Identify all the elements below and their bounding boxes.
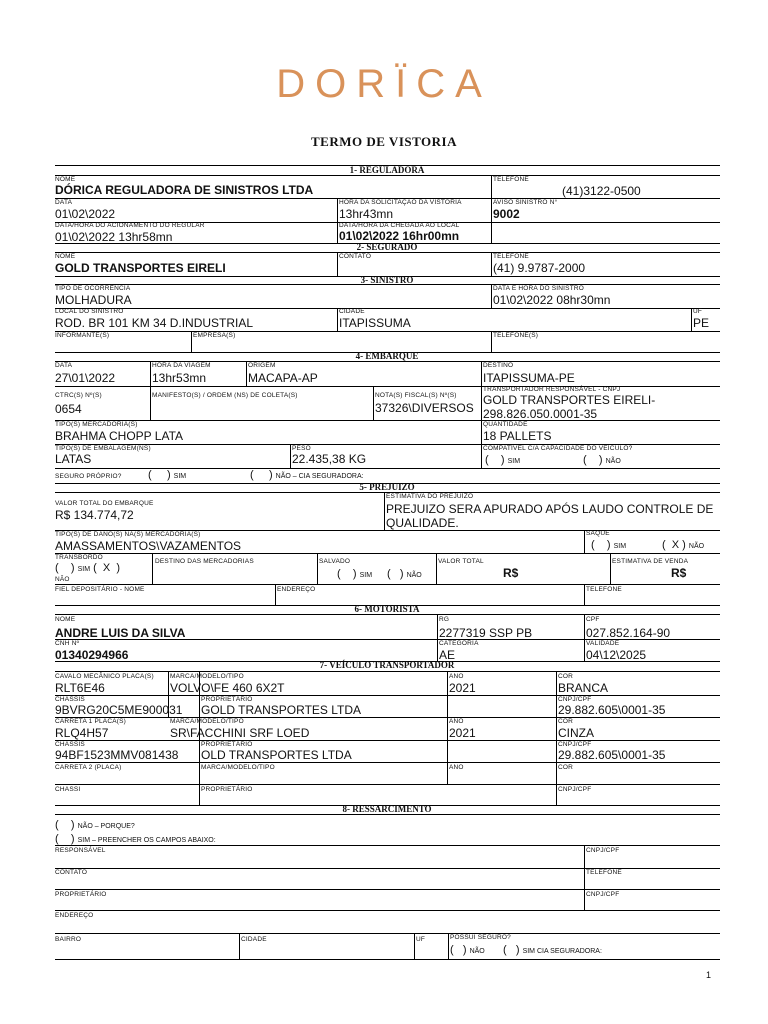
possui-sim-option[interactable]: ( ) SIM CIA SEGURADORA: <box>503 944 602 956</box>
salvado-sim-text: SIM <box>359 572 373 579</box>
estimativa-prejuizo-label: ESTIMATIVA DO PREJUÍZO <box>386 493 474 500</box>
motorista-nome-label: NOME <box>55 616 76 623</box>
quantidade-label: QUANTIDADE <box>483 421 528 428</box>
destino-label: DESTINO <box>483 362 514 369</box>
cidade-label: CIDADE <box>339 308 365 315</box>
sinistro-telefone-label: TELEFONE(S) <box>493 332 539 339</box>
cor-label: COR <box>558 673 574 680</box>
bairro-label: BAIRRO <box>55 936 82 943</box>
marca2-label: MARCA/MODELO/TIPO <box>170 718 244 725</box>
seguro-nao-option[interactable]: ( ) NÃO – CIA SEGURADORA: <box>250 469 364 481</box>
proprietario3-label: PROPRIETÁRIO <box>201 786 253 793</box>
section-veiculo: 7- VEÍCULO TRANSPORTADOR <box>319 660 455 670</box>
reguladora-data-label: DATA <box>55 199 73 206</box>
embarque-data-label: DATA <box>55 362 73 369</box>
ressarc-cnpj2-label: CNPJ/CPF <box>586 891 620 898</box>
marca3-label: MARCA/MODELO/TIPO <box>201 764 275 771</box>
local-sinistro-label: LOCAL DO SINISTRO <box>55 308 124 315</box>
ressarc-uf-label: UF <box>416 936 426 943</box>
informante-label: INFORMANTE(S) <box>55 332 110 339</box>
transbordo-sim-text: SIM <box>77 566 91 573</box>
page-number: 1 <box>706 970 712 980</box>
peso: 22.435,38 KG <box>292 452 367 466</box>
cnpj: 29.882.605\0001-35 <box>558 703 666 717</box>
section-sinistro: 3- SINISTRO <box>360 275 414 285</box>
cor2-label: COR <box>558 718 574 725</box>
nota-fiscal: 37326\DIVERSOS <box>375 401 474 415</box>
cnh: 01340294966 <box>55 648 129 662</box>
empresa-label: EMPRESA(S) <box>193 332 236 339</box>
possui-seguro-label: POSSUI SEGURO? <box>450 934 511 941</box>
ressarc-endereco-label: ENDEREÇO <box>55 912 94 919</box>
cnpj2: 29.882.605\0001-35 <box>558 748 666 762</box>
ressarc-sim-option[interactable]: ( ) SIM – PREENCHER OS CAMPOS ABAIXO: <box>55 833 216 845</box>
mercadoria-label: TIPO(S) MERCADORIA(S) <box>55 421 138 428</box>
proprietario2-label: PROPRIETÁRIO <box>201 741 253 748</box>
estimativa-venda: R$ <box>671 566 687 580</box>
possui-nao-text: NÃO <box>469 948 485 955</box>
transportador-nome: GOLD TRANSPORTES EIRELI- <box>483 393 656 407</box>
peso-label: PESO <box>292 445 311 452</box>
reguladora-telefone: (41)3122-0500 <box>562 184 641 198</box>
possui-sim-text: SIM CIA SEGURADORA: <box>522 948 602 955</box>
chassis-label: CHASSIS <box>55 696 85 703</box>
ano2-label: ANO <box>449 718 464 725</box>
acionamento: 01\02\2022 13hr58mn <box>55 230 173 244</box>
responsavel-label: RESPONSÁVEL <box>55 847 106 854</box>
danos-label: TIPO(S) DE DANO(S) NA(S) MERCADORIA(S) <box>55 531 201 538</box>
carreta1-label: CARRETA 1 PLACA(S) <box>55 718 127 725</box>
validade-label: VALIDADE <box>586 640 620 647</box>
ressarc-divider <box>55 845 720 846</box>
carreta1-placa: RLQ4H57 <box>55 726 109 740</box>
compativel-label: COMPATÍVEL C/A CAPACIDADE DO VEÍCULO? <box>483 445 633 452</box>
aviso-sinistro-label: AVISO SINISTRO N° <box>493 199 558 206</box>
origem-label: ORIGEM <box>248 362 276 369</box>
ctrc-label: CTRC(S) Nº(S) <box>55 392 102 399</box>
valor-total: R$ <box>503 566 519 580</box>
motorista-nome: ANDRE LUIS DA SILVA <box>55 626 186 640</box>
ressarc-nao-option[interactable]: ( ) NÃO – PORQUE? <box>55 819 135 831</box>
fiel-depositario-label: FIEL DEPOSITÁRIO - NOME <box>55 586 145 593</box>
seguro-nao-text: NÃO – CIA SEGURADORA: <box>275 473 364 480</box>
transbordo-label: TRANSBORDO <box>55 554 103 561</box>
transbordo-sim-option[interactable]: ( ) SIM ( X ) <box>55 562 121 574</box>
hora-viagem: 13hr53mn <box>152 371 207 385</box>
salvado-nao-text: NÃO <box>406 572 422 579</box>
section-segurado: 2- SEGURADO <box>356 242 418 252</box>
compativel-sim-option[interactable]: ( ) SIM <box>485 454 521 466</box>
transportador-cnpj: 298.826.050.0001-35 <box>483 407 598 421</box>
embarque-data: 27\01\2022 <box>55 371 116 385</box>
salvado-sim-option[interactable]: ( ) SIM <box>337 568 373 580</box>
proprietario: GOLD TRANSPORTES LTDA <box>201 703 362 717</box>
danos: AMASSAMENTOS\VAZAMENTOS <box>55 539 242 553</box>
ressarc-cidade-label: CIDADE <box>241 936 267 943</box>
acionamento-label: DATA/HORA DO ACIONAMENTO DO REGULAR <box>55 222 205 229</box>
ano: 2021 <box>449 681 476 695</box>
cnpj2-label: CNPJ/CPF <box>558 741 592 748</box>
cpf: 027.852.164-90 <box>586 626 671 640</box>
local-sinistro: ROD. BR 101 KM 34 D.INDUSTRIAL <box>55 316 254 330</box>
origem: MACAPA-AP <box>248 371 318 385</box>
marca: VOLVO\FE 460 6X2T <box>170 681 285 695</box>
chassis2-label: CHASSIS <box>55 741 85 748</box>
ressarc-contato-label: CONTATO <box>55 869 88 876</box>
hora-solicitacao-label: HORA DA SOLICITAÇÃO DA VISTORIA <box>339 199 462 206</box>
embalagem: LATAS <box>55 452 92 466</box>
quantidade: 18 PALLETS <box>483 429 552 443</box>
section-embarque: 4- EMBARQUE <box>355 351 419 361</box>
chassis: 9BVRG20C5ME900031 <box>55 703 183 717</box>
compativel-nao-option[interactable]: ( ) NÃO <box>583 454 621 466</box>
carreta2-label: CARRETA 2 (PLACA) <box>55 764 122 771</box>
section-prejuizo: 5- PREJUIZO <box>359 482 415 492</box>
cor2: CINZA <box>558 726 594 740</box>
estimativa-prejuizo-1: PREJUIZO SERA APURADO APÓS LAUDO CONTROLE DE <box>386 502 714 516</box>
marca2: SR\FACCHINI SRF LOED <box>170 726 310 740</box>
categoria-label: CATEGORIA <box>439 640 479 647</box>
cavalo-label: CAVALO MECÂNICO PLACA(S) <box>55 673 154 680</box>
valor-embarque: R$ 134.774,72 <box>55 508 134 522</box>
segurado-telefone-label: TELEFONE <box>493 253 529 260</box>
cor: BRANCA <box>558 681 609 695</box>
reguladora-nome: DÓRICA REGULADORA DE SINISTROS LTDA <box>55 183 314 197</box>
section-motorista: 6- MOTORISTA <box>354 604 420 614</box>
ano2: 2021 <box>449 726 476 740</box>
estimativa-prejuizo-2: QUALIDADE. <box>386 516 459 530</box>
destino: ITAPISSUMA-PE <box>483 371 575 385</box>
seguro-proprio-label: SEGURO PRÓPRIO? <box>55 473 122 480</box>
compativel-nao-text: NÃO <box>605 458 621 465</box>
data-hora-sinistro-label: DATA E HORA DO SINISTRO <box>493 285 585 292</box>
cpf-label: CPF <box>586 616 600 623</box>
mercadoria: BRAHMA CHOPP LATA <box>55 429 184 443</box>
segurado-nome: GOLD TRANSPORTES EIRELI <box>55 261 226 275</box>
estimativa-venda-label: ESTIMATIVA DE VENDA <box>612 558 689 565</box>
reguladora-data: 01\02\2022 <box>55 207 116 221</box>
ressarc-sim-text: SIM – PREENCHER OS CAMPOS ABAIXO: <box>77 837 216 844</box>
destino-mercadorias-label: DESTINO DAS MERCADORIAS <box>155 558 254 565</box>
valor-total-label: VALOR TOTAL <box>438 558 484 565</box>
section-reguladora: 1- REGULADORA <box>349 165 425 175</box>
rg-label: RG <box>439 616 450 623</box>
hora-solicitacao: 13hr43mn <box>339 207 394 221</box>
segurado-telefone: (41) 9.9787-2000 <box>493 261 586 275</box>
cor3-label: COR <box>558 764 574 771</box>
segurado-contato-label: CONTATO <box>339 253 372 260</box>
reguladora-telefone-label: TELEFONE <box>493 176 529 183</box>
compativel-sim-text: SIM <box>507 458 521 465</box>
ctrc: 0654 <box>55 402 82 416</box>
salvado-nao-option[interactable]: ( ) NÃO <box>387 568 422 580</box>
saque-sim-option[interactable]: ( ) SIM <box>591 539 627 551</box>
proprietario-label: PROPRIETÁRIO <box>201 696 253 703</box>
seguro-sim-text: SIM <box>173 473 187 480</box>
saque-nao-text: NÃO <box>688 543 705 550</box>
uf: PE <box>693 316 710 330</box>
cavalo-placa: RLT6E46 <box>55 681 105 695</box>
chassis2: 94BF1523MMV081438 <box>55 748 179 762</box>
nota-fiscal-label: NOTA(S) FISCAL(S) Nº(S) <box>375 392 457 399</box>
segurado-nome-label: NOME <box>55 253 76 260</box>
hora-viagem-label: HORA DA VIAGEM <box>152 362 211 369</box>
data-hora-sinistro: 01\02\2022 08hr30mn <box>493 293 611 307</box>
ressarc-telefone-label: TELEFONE <box>586 869 622 876</box>
tipo-ocorrencia: MOLHADURA <box>55 293 132 307</box>
saque-sim-text: SIM <box>613 543 627 550</box>
seguro-sim-option[interactable]: ( ) SIM <box>148 469 187 481</box>
validade: 04\12\2025 <box>586 648 647 662</box>
embalagem-label: TIPO(S) DE EMBALAGEM(NS) <box>55 445 151 452</box>
aviso-sinistro: 9002 <box>493 207 520 221</box>
chassi3-label: CHASSI <box>55 786 81 793</box>
ressarc-nao-text: NÃO – PORQUE? <box>77 823 135 830</box>
reguladora-nome-label: NOME <box>55 176 76 183</box>
cnpj3-label: CNPJ/CPF <box>558 786 592 793</box>
saque-label: SAQUE <box>586 530 610 537</box>
section-ressarcimento: 8- RESSARCIMENTO <box>342 804 432 814</box>
possui-nao-option[interactable]: ( ) NÃO <box>450 944 485 956</box>
tipo-ocorrencia-label: TIPO DE OCORRÊNCIA <box>55 285 131 292</box>
chegada: 01\02\2022 16hr00mn <box>339 229 460 243</box>
transbordo-nao-text: NÃO <box>55 576 70 583</box>
uf-label: UF <box>693 308 703 315</box>
fiel-telefone-label: TELEFONE <box>586 586 622 593</box>
marca-label: MARCA/MODELO/TIPO <box>170 673 244 680</box>
ressarc-cnpj-label: CNPJ/CPF <box>586 847 620 854</box>
company-logo: DORÏCA <box>276 62 492 106</box>
salvado-label: SALVADO <box>319 558 351 565</box>
page-title: TERMO DE VISTORIA <box>311 134 457 149</box>
ressarc-proprietario-label: PROPRIETÁRIO <box>55 891 107 898</box>
transportador-label: TRANSPORTADOR RESPONSÁVEL - CNPJ <box>483 386 621 393</box>
saque-nao-option[interactable]: ( X ) NÃO <box>662 539 705 551</box>
chegada-label: DATA/HORA DA CHEGADA AO LOCAL <box>339 222 460 229</box>
cnpj-label: CNPJ/CPF <box>558 696 592 703</box>
ano3-label: ANO <box>449 764 464 771</box>
rg: 2277319 SSP PB <box>439 626 533 640</box>
categoria: AE <box>439 648 456 662</box>
proprietario2: OLD TRANSPORTES LTDA <box>201 748 352 762</box>
ano-label: ANO <box>449 673 464 680</box>
cidade: ITAPISSUMA <box>339 316 411 330</box>
cnh-label: CNH Nº <box>55 640 80 647</box>
valor-embarque-label: VALOR TOTAL DO EMBARQUE <box>55 500 154 507</box>
manifesto-label: MANIFESTO(S) / ORDEM (NS) DE COLETA(S) <box>152 392 298 399</box>
fiel-endereco-label: ENDEREÇO <box>277 586 316 593</box>
